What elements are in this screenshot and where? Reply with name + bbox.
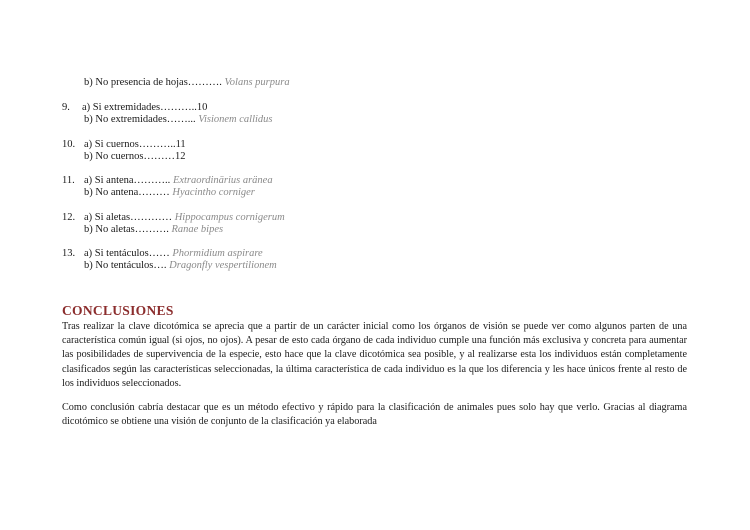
key-item-10b bbox=[84, 150, 185, 163]
key-item-11b bbox=[84, 186, 255, 199]
key-item-text: a) Si antena……….. bbox=[84, 175, 173, 186]
key-item-text: a) Si tentáculos…… bbox=[84, 248, 173, 259]
species-name: Hyacintho corniger bbox=[172, 187, 255, 198]
key-number: 9. bbox=[62, 102, 70, 113]
species-name: Ranae bipes bbox=[171, 224, 224, 235]
key-item-9b bbox=[84, 113, 272, 126]
key-item-12b bbox=[84, 223, 223, 236]
key-item-text: b) No presencia de hojas………. bbox=[84, 77, 225, 88]
key-item-text: b) No extremidades……... bbox=[84, 114, 199, 125]
key-item-text: b) No tentáculos…. bbox=[84, 260, 170, 271]
key-number: 12. bbox=[62, 212, 76, 223]
key-item-8b bbox=[84, 76, 290, 89]
species-name: Dragonfly vespertilionem bbox=[169, 260, 277, 271]
species-name: Phormidium aspirare bbox=[172, 248, 263, 259]
species-name: Volans purpura bbox=[224, 77, 290, 88]
key-number: 11. bbox=[62, 175, 75, 186]
species-name: Hippocampus cornigerum bbox=[174, 212, 285, 223]
key-item-text: b) No antena……… bbox=[84, 187, 173, 198]
species-name: Extraordinärius aränea bbox=[172, 175, 273, 186]
key-item-text: b) No aletas………. bbox=[84, 224, 172, 235]
key-item-text: a) Si cuernos………..11 bbox=[84, 139, 186, 150]
key-item-13b bbox=[84, 259, 277, 272]
key-item-text: a) Si aletas………… bbox=[84, 212, 175, 223]
conclusions-paragraph-1: Tras realizar la clave dicotómica se aprecia que a partir de un carácter inicial como los órganos de visión se puede ver como algunos parten de una característica común igual (si ojos, no ojos). A pesar de esto cada órgano de cada individuo cumple una función más exclusiva y concreta para aumentar las posibilidades de supervivencia de la especie, esto hace que la clave dicotómica sea posible, y al realizarse esta los individuos están completamente clasificados según las características seleccionadas, la última característica de cada individuo es la que los diferencia y les hace únicos frente al resto de los individuos seleccionados. bbox=[62, 321, 687, 389]
key-number: 10. bbox=[62, 139, 76, 150]
conclusions-paragraph-2: Como conclusión cabría destacar que es un método efectivo y rápido para la clasificación de animales pues solo hay que verlo. Gracias al diagrama dicotómico se obtiene una visión de conjunto de la clasificación ya elaborada bbox=[62, 402, 687, 428]
conclusions-heading: CONCLUSIONES bbox=[62, 303, 174, 318]
key-item-text: a) Si extremidades………..10 bbox=[82, 102, 208, 113]
key-number: 13. bbox=[62, 248, 76, 259]
species-name: Visionem callidus bbox=[198, 114, 273, 125]
key-item-text: b) No cuernos………12 bbox=[84, 151, 186, 162]
